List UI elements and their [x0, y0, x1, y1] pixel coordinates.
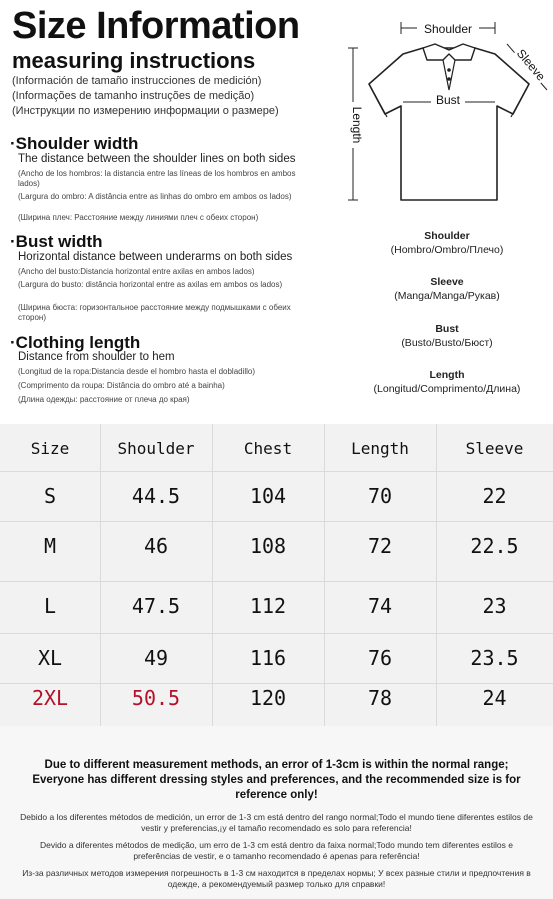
polo-shirt-diagram: [345, 14, 553, 218]
table-cell: 112: [249, 594, 287, 618]
info-panel: [0, 0, 553, 418]
table-cell: 74: [367, 594, 393, 618]
table-header-cell: Chest: [243, 438, 293, 458]
table-cell: 24: [482, 686, 507, 710]
table-cell: 47.5: [131, 594, 181, 618]
table-cell: 50.5: [131, 686, 181, 710]
section-bust-desc: Horizontal distance between underarms on both sides: [18, 251, 293, 263]
section-bust-title: ·Bust width: [10, 232, 103, 251]
table-header-cell: Shoulder: [117, 438, 195, 458]
section-shoulder-note-pt: (Largura do ombro: A distância entre as linhas do ombro em ambos os lados): [18, 192, 292, 201]
size-table: [0, 424, 553, 726]
table-cell: 72: [367, 534, 393, 558]
legend-translation: (Hombro/Ombro/Плечо): [390, 244, 504, 256]
table-cell: 22.5: [470, 534, 519, 558]
page-title: Size Information: [12, 5, 300, 47]
table-header-cell: Size: [30, 438, 70, 458]
table-cell: 44.5: [131, 484, 181, 508]
legend-bust: [352, 322, 542, 350]
table-header-cell: Length: [351, 438, 409, 458]
legend-term: Bust: [435, 323, 459, 335]
subtitle-translation-pt: (Informações de tamanho instruções de medição): [12, 90, 255, 102]
section-bust-note-es: (Ancho del busto:Distancia horizontal entre axilas en ambos lados): [18, 267, 255, 276]
table-cell: L: [43, 594, 57, 618]
table-cell: 120: [249, 686, 287, 710]
section-length-note-es: (Longitud de la ropa:Distancia desde el hombro hasta el dobladillo): [18, 367, 256, 376]
table-cell: 108: [249, 534, 287, 558]
legend-translation: (Busto/Busto/Бюст): [401, 337, 493, 349]
table-row: [0, 582, 553, 630]
page-subtitle: measuring instructions: [12, 48, 256, 73]
section-bust-note-pt: (Largura do busto: distância horizontal entre as axilas em ambos os lados): [18, 280, 283, 289]
section-bust-note-ru: (Ширина бюста: горизонтальное расстояние между подмышками с обеих сторон): [18, 303, 291, 322]
legend-shoulder: [352, 229, 542, 257]
legend-length: [352, 368, 542, 396]
diagram-label-sleeve: Sleeve: [513, 46, 549, 84]
section-shoulder-note-es: (Ancho de los hombros: la distancia entre las líneas de los hombros en ambos lados): [18, 169, 296, 188]
section-length-title: ·Clothing length: [10, 333, 141, 352]
table-cell: 104: [249, 484, 287, 508]
section-shoulder-title: ·Shoulder width: [10, 134, 139, 153]
table-row: [0, 522, 553, 570]
table-cell: 76: [367, 646, 393, 670]
section-length-desc: Distance from shoulder to hem: [18, 351, 175, 363]
table-cell: 46: [143, 534, 169, 558]
legend-term: Sleeve: [430, 276, 464, 288]
table-cell: 49: [143, 646, 169, 670]
table-header-cell: Sleeve: [465, 438, 524, 458]
table-row: [0, 674, 553, 722]
legend-term: Length: [429, 369, 465, 381]
table-cell: 116: [249, 646, 287, 670]
subtitle-translation-es: (Información de tamaño instrucciones de medición): [12, 75, 262, 87]
disclaimer-ru: Из-за различных методов измерения погрешность в 1-3 см находится в пределах нормы; У всех разные стили и предпочтения в одежде, а рекомендуемый размер только для справки!: [22, 868, 531, 889]
table-cell: M: [43, 534, 57, 558]
section-shoulder-note-ru: (Ширина плеч: Расстояние между линиями плеч с обеих сторон): [18, 213, 259, 222]
legend-term: Shoulder: [424, 230, 470, 242]
disclaimer-en: Due to different measurement methods, an error of 1-3cm is within the normal range; Everyone has different dressing styles and preferences, and the recommended size is for reference only!: [32, 759, 521, 801]
section-length-note-ru: (Длина одежды: расстояние от плеча до края): [18, 395, 190, 404]
legend-translation: (Longitud/Comprimento/Длина): [373, 383, 521, 395]
table-header-row: [0, 424, 553, 472]
diagram-label-shoulder: Shoulder: [423, 22, 473, 36]
table-cell: S: [43, 484, 57, 508]
table-cell: 23: [482, 594, 507, 618]
table-cell: 23.5: [470, 646, 519, 670]
disclaimer-pt: Devido a diferentes métodos de medição, um erro de 1-3 cm está dentro da faixa normal;Todo mundo tem diferentes estilos e preferências de vestir, e o tamanho recomendado é apenas para referência!: [40, 840, 513, 861]
table-cell: 78: [367, 686, 393, 710]
section-shoulder-desc: The distance between the shoulder lines on both sides: [18, 153, 296, 165]
disclaimer-panel: [0, 726, 553, 899]
table-row: [0, 472, 553, 520]
table-cell: 2XL: [31, 686, 69, 710]
legend-sleeve: [352, 275, 542, 303]
table-cell: 70: [367, 484, 393, 508]
legend-translation: (Manga/Manga/Рукав): [394, 290, 500, 302]
table-cell: 22: [482, 484, 507, 508]
diagram-label-length: Length: [350, 106, 364, 144]
table-cell: XL: [37, 646, 63, 670]
section-length-note-pt: (Comprimento da roupa: Distância do ombro até a bainha): [18, 381, 225, 390]
subtitle-translation-ru: (Инструкции по измерению информации о размере): [12, 105, 279, 117]
diagram-label-bust: Bust: [435, 93, 461, 107]
disclaimer-es: Debido a los diferentes métodos de medición, un error de 1-3 cm está dentro del rango normal;Todo el mundo tiene diferentes estilos de vestir y preferencias,¡y el tamaño recomendado es solo para referencia!: [20, 812, 533, 833]
